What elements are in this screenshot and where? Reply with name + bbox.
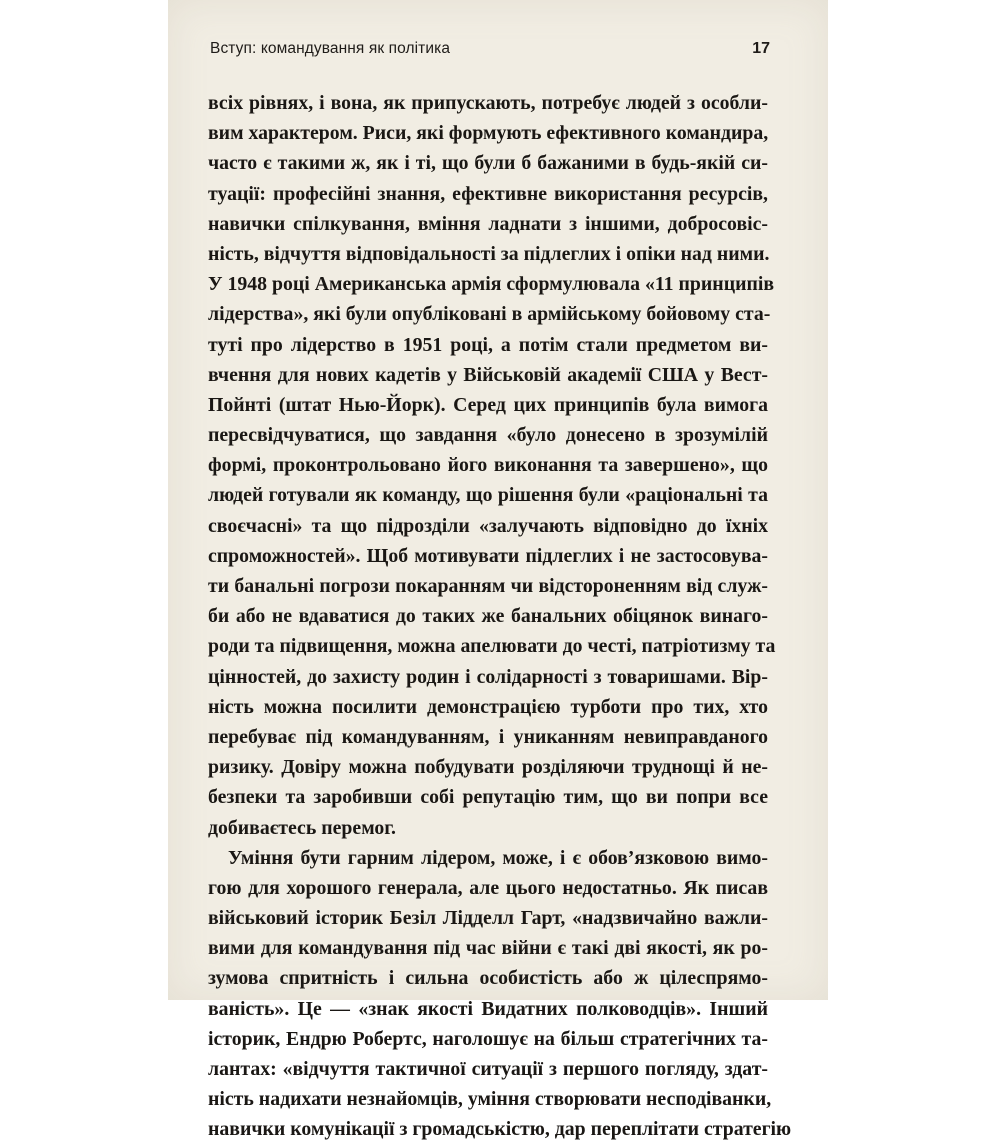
paragraph-start-line: Уміння бути гарним лідером, може, і є обов’язковою вимо- <box>228 846 768 869</box>
text-line: зумова спритність і сильна особистість або ж цілеспрямо- <box>208 967 768 990</box>
text-line: спроможностей». Щоб мотивувати підлеглих і не застосовува- <box>208 544 768 567</box>
text-line: Пойнті (штат Нью-Йорк). Серед цих принципів була вимога <box>208 393 768 416</box>
text-line: часто є такими ж, як і ті, що були б бажаними в будь-якій си- <box>208 152 768 175</box>
text-line: туті про лідерство в 1951 році, а потім стали предметом ви- <box>208 333 768 356</box>
text-line: навички комунікації з громадськістю, дар переплітати стратегію <box>208 1118 792 1141</box>
text-line: би або не вдаватися до таких же банальних обіцянок винаго- <box>208 605 768 628</box>
text-line: безпеки та заробивши собі репутацію тим, що ви попри все <box>208 786 768 809</box>
text-line: історик, Ендрю Робертс, наголошує на більш стратегічних та- <box>208 1027 768 1050</box>
text-line: ність, відчуття відповідальності за підлеглих і опіки над ними. <box>208 242 770 265</box>
text-line: перебуває під командуванням, і униканням невиправданого <box>208 725 768 748</box>
running-title: Вступ: командування як політика <box>210 40 451 57</box>
text-line: ти банальні погрози покаранням чи відстороненням від служ- <box>208 575 768 597</box>
text-line: ризику. Довіру можна побудувати розділяючи труднощі й не- <box>208 756 768 779</box>
text-line: своєчасні» та що підрозділи «залучають відповідно до їхніх <box>208 514 768 537</box>
text-line: вими для командування під час війни є такі дві якості, як ро- <box>208 937 768 960</box>
text-line: цінностей, до захисту родин і солідарності з товаришами. Вір- <box>208 665 768 688</box>
text-line: ність надихати незнайомців, уміння створювати несподіванки, <box>208 1088 772 1111</box>
book-page <box>168 0 828 1141</box>
text-line: вим характером. Риси, які формують ефективного командира, <box>208 122 769 145</box>
text-line: лідерства», які були опубліковані в армійському бойовому ста- <box>208 303 771 326</box>
text-line: військовий історик Безіл Лідделл Гарт, «надзвичайно важли- <box>208 907 768 930</box>
text-line: роди та підвищення, можна апелювати до честі, патріотизму та <box>208 635 776 658</box>
text-line: ність можна посилити демонстрацією турботи про тих, хто <box>208 695 768 718</box>
text-line: лантах: «відчуття тактичної ситуації з першого погляду, здат- <box>208 1058 768 1080</box>
text-line: вчення для нових кадетів у Військовій академії США у Вест- <box>208 363 768 386</box>
text-line: туації: професійні знання, ефективне використання ресурсів, <box>208 182 768 205</box>
text-line: формі, проконтрольовано його виконання та завершено», що <box>208 454 768 477</box>
text-line: навички спілкування, вміння ладнати з іншими, добросовіс- <box>208 212 768 235</box>
text-line: У 1948 році Американська армія сформулювала «11 принципів <box>208 273 775 296</box>
text-line: пересвідчуватися, що завдання «було донесено в зрозумілій <box>208 424 768 447</box>
body-text <box>208 88 792 1145</box>
text-line: гою для хорошого генерала, але цього недостатньо. Як писав <box>208 876 768 899</box>
paragraph-end-line: добиваєтесь перемог. <box>208 816 396 839</box>
text-line: людей готували як команду, що рішення були «раціональні та <box>208 484 768 507</box>
page-number: 17 <box>752 40 770 57</box>
text-line: всіх рівнях, і вона, як припускають, потребує людей з особли- <box>208 92 768 114</box>
text-line: ваність». Це — «знак якості Видатних полководців». Інший <box>208 997 768 1020</box>
